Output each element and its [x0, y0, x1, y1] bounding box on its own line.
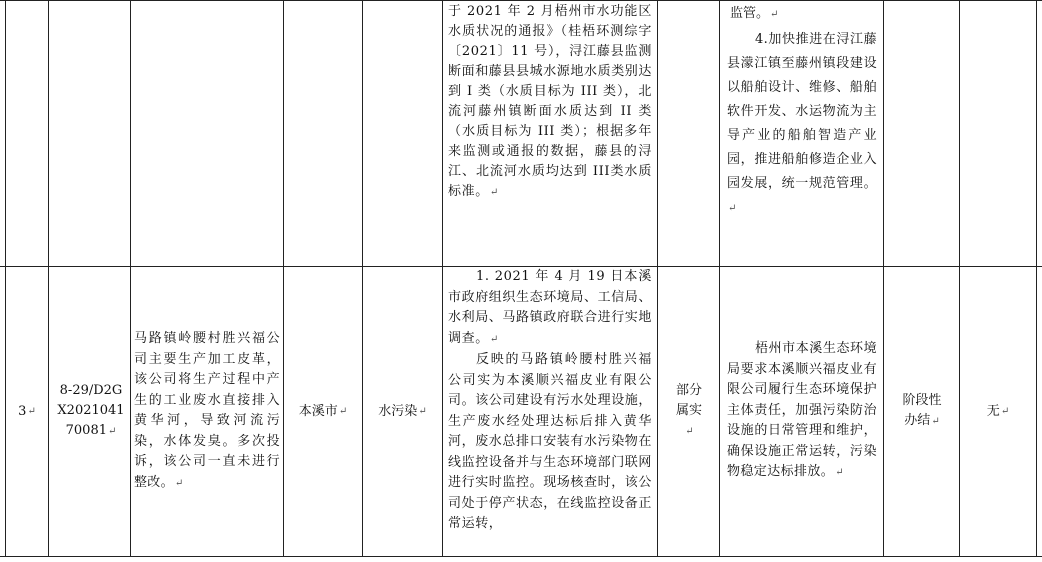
measures-text: 梧州市本溪生态环境局要求本溪顺兴福皮业有限公司履行生态环境保护主体责任，加强污染防治设施的日常管理和维护，确保设施正常运转，污染物稳定达标排放。: [727, 341, 877, 480]
top-rectify-text: 4.加快推进在浔江藤县濛江镇至藤州镇段建设以船舶设计、维修、船舶软件开发、水运物流为主导产业的船舶智造产业园，推进船舶修造企业入园发展，统一规范管理。↵: [727, 32, 877, 214]
row-region: 本溪市 ↵: [284, 267, 362, 556]
col-divider: [48, 0, 49, 557]
col-divider: [657, 0, 658, 557]
row-status: 阶段性办结↵: [902, 393, 942, 428]
table-bottom-border: [0, 556, 1042, 557]
case-code: 8-29/D2GX202104170081: [57, 383, 125, 438]
complaint-text: 马路镇岭腰村胜兴福公司主要生产加工皮革，该公司将生产过程中产生的工业废水直接排入黄华河，导致河流污染，水体发臭。多次投诉，该公司一直未进行整改。: [134, 331, 280, 490]
row-verdict: 部分属实↵: [675, 383, 702, 437]
col-divider: [719, 0, 720, 557]
col-divider: [883, 0, 884, 557]
accountability-text: 无: [986, 403, 1000, 419]
row-accountability: 无 ↵: [960, 267, 1036, 556]
table-top-border: [0, 0, 1042, 1]
top-finding-body: 于 2021 年 2 月梧州市水功能区水质状况的通报》（桂梧环测综字〔2021〕11 号），浔江藤县监测断面和藤县县城水源地水质类别达到 I 类（水质目标为 III 类），北流河藤州镇断面水质达到 II 类（水质目标为 III 类）；根据多年来监测或通报的数据，藤县的浔江、北流河水质均达到 III类水质标准。: [448, 4, 653, 199]
seq-number: 3: [18, 403, 27, 419]
row-measures: 梧州市本溪生态环境局要求本溪顺兴福皮业有限公司履行生态环境保护主体责任，加强污染防治设施的日常管理和维护，确保设施正常运转，污染物稳定达标排放。↵: [727, 341, 877, 480]
status-text: 阶段性办结: [902, 393, 942, 428]
review-tail-text: 监管。: [730, 6, 770, 21]
pollution-type: 水污染: [378, 403, 418, 419]
region-text: 本溪市: [298, 403, 338, 419]
verdict-text: 部分属实: [675, 383, 702, 418]
col-divider: [130, 0, 131, 557]
row-complaint: 马路镇岭腰村胜兴福公司主要生产加工皮革，该公司将生产过程中产生的工业废水直接排入黄华河，导致河流污染，水体发臭。多次投诉，该公司一直未进行整改。↵: [134, 331, 280, 490]
top-finding-text: 于 2021 年 2 月梧州市水功能区水质状况的通报》（桂梧环测综字〔2021〕11 号），浔江藤县监测断面和藤县县城水源地水质类别达到 I 类（水质目标为 III 类），北流河藤州镇断面水质达到 II 类（水质目标为 III 类）；根据多年来监测或通报的数据，藤县的浔江、北流河水质均达到 III类水质标准。↵: [448, 4, 653, 199]
rectify-body: 4.加快推进在浔江藤县濛江镇至藤州镇段建设以船舶设计、维修、船舶软件开发、水运物流为主导产业的船舶智造产业园，推进船舶修造企业入园发展，统一规范管理。: [727, 32, 877, 191]
finding-paragraph-2: 反映的马路镇岭腰村胜兴福公司实为本溪顺兴福皮业有限公司。该公司建设有污水处理设施，生产废水经处理达标后排入黄华河，废水总排口安装有水污染物在线监控设备并与生态环境部门联网进行实时监控。现场核查时，该公司处于停产状态，在线监控设备正常运转，: [448, 352, 652, 531]
row-code: 8-29/D2GX202104170081↵: [57, 383, 125, 438]
row-finding: 1. 2021 年 4 月 19 日本溪市政府组织生态环境局、工信局、水利局、马路镇政府联合进行实地调查。↵ 反映的马路镇岭腰村胜兴福公司实为本溪顺兴福皮业有限公司。该公司建设有污水处理设施，生产废水经处理达标后排入黄华河，废水总排口安装有水污染物在线监控设备并与生态环境部门联网进行实时监控。现场核查时，该公司处于停产状态，在线监控设备正常运转，: [448, 269, 652, 531]
row-type: 水污染 ↵: [363, 267, 442, 556]
top-review-tail: 监管。↵: [730, 6, 779, 21]
col-divider: [442, 0, 443, 557]
finding-paragraph-1: 1. 2021 年 4 月 19 日本溪市政府组织生态环境局、工信局、水利局、马路镇政府联合进行实地调查。: [448, 269, 652, 346]
row-seq: 3 ↵: [6, 267, 48, 556]
col-divider: [1036, 0, 1037, 557]
